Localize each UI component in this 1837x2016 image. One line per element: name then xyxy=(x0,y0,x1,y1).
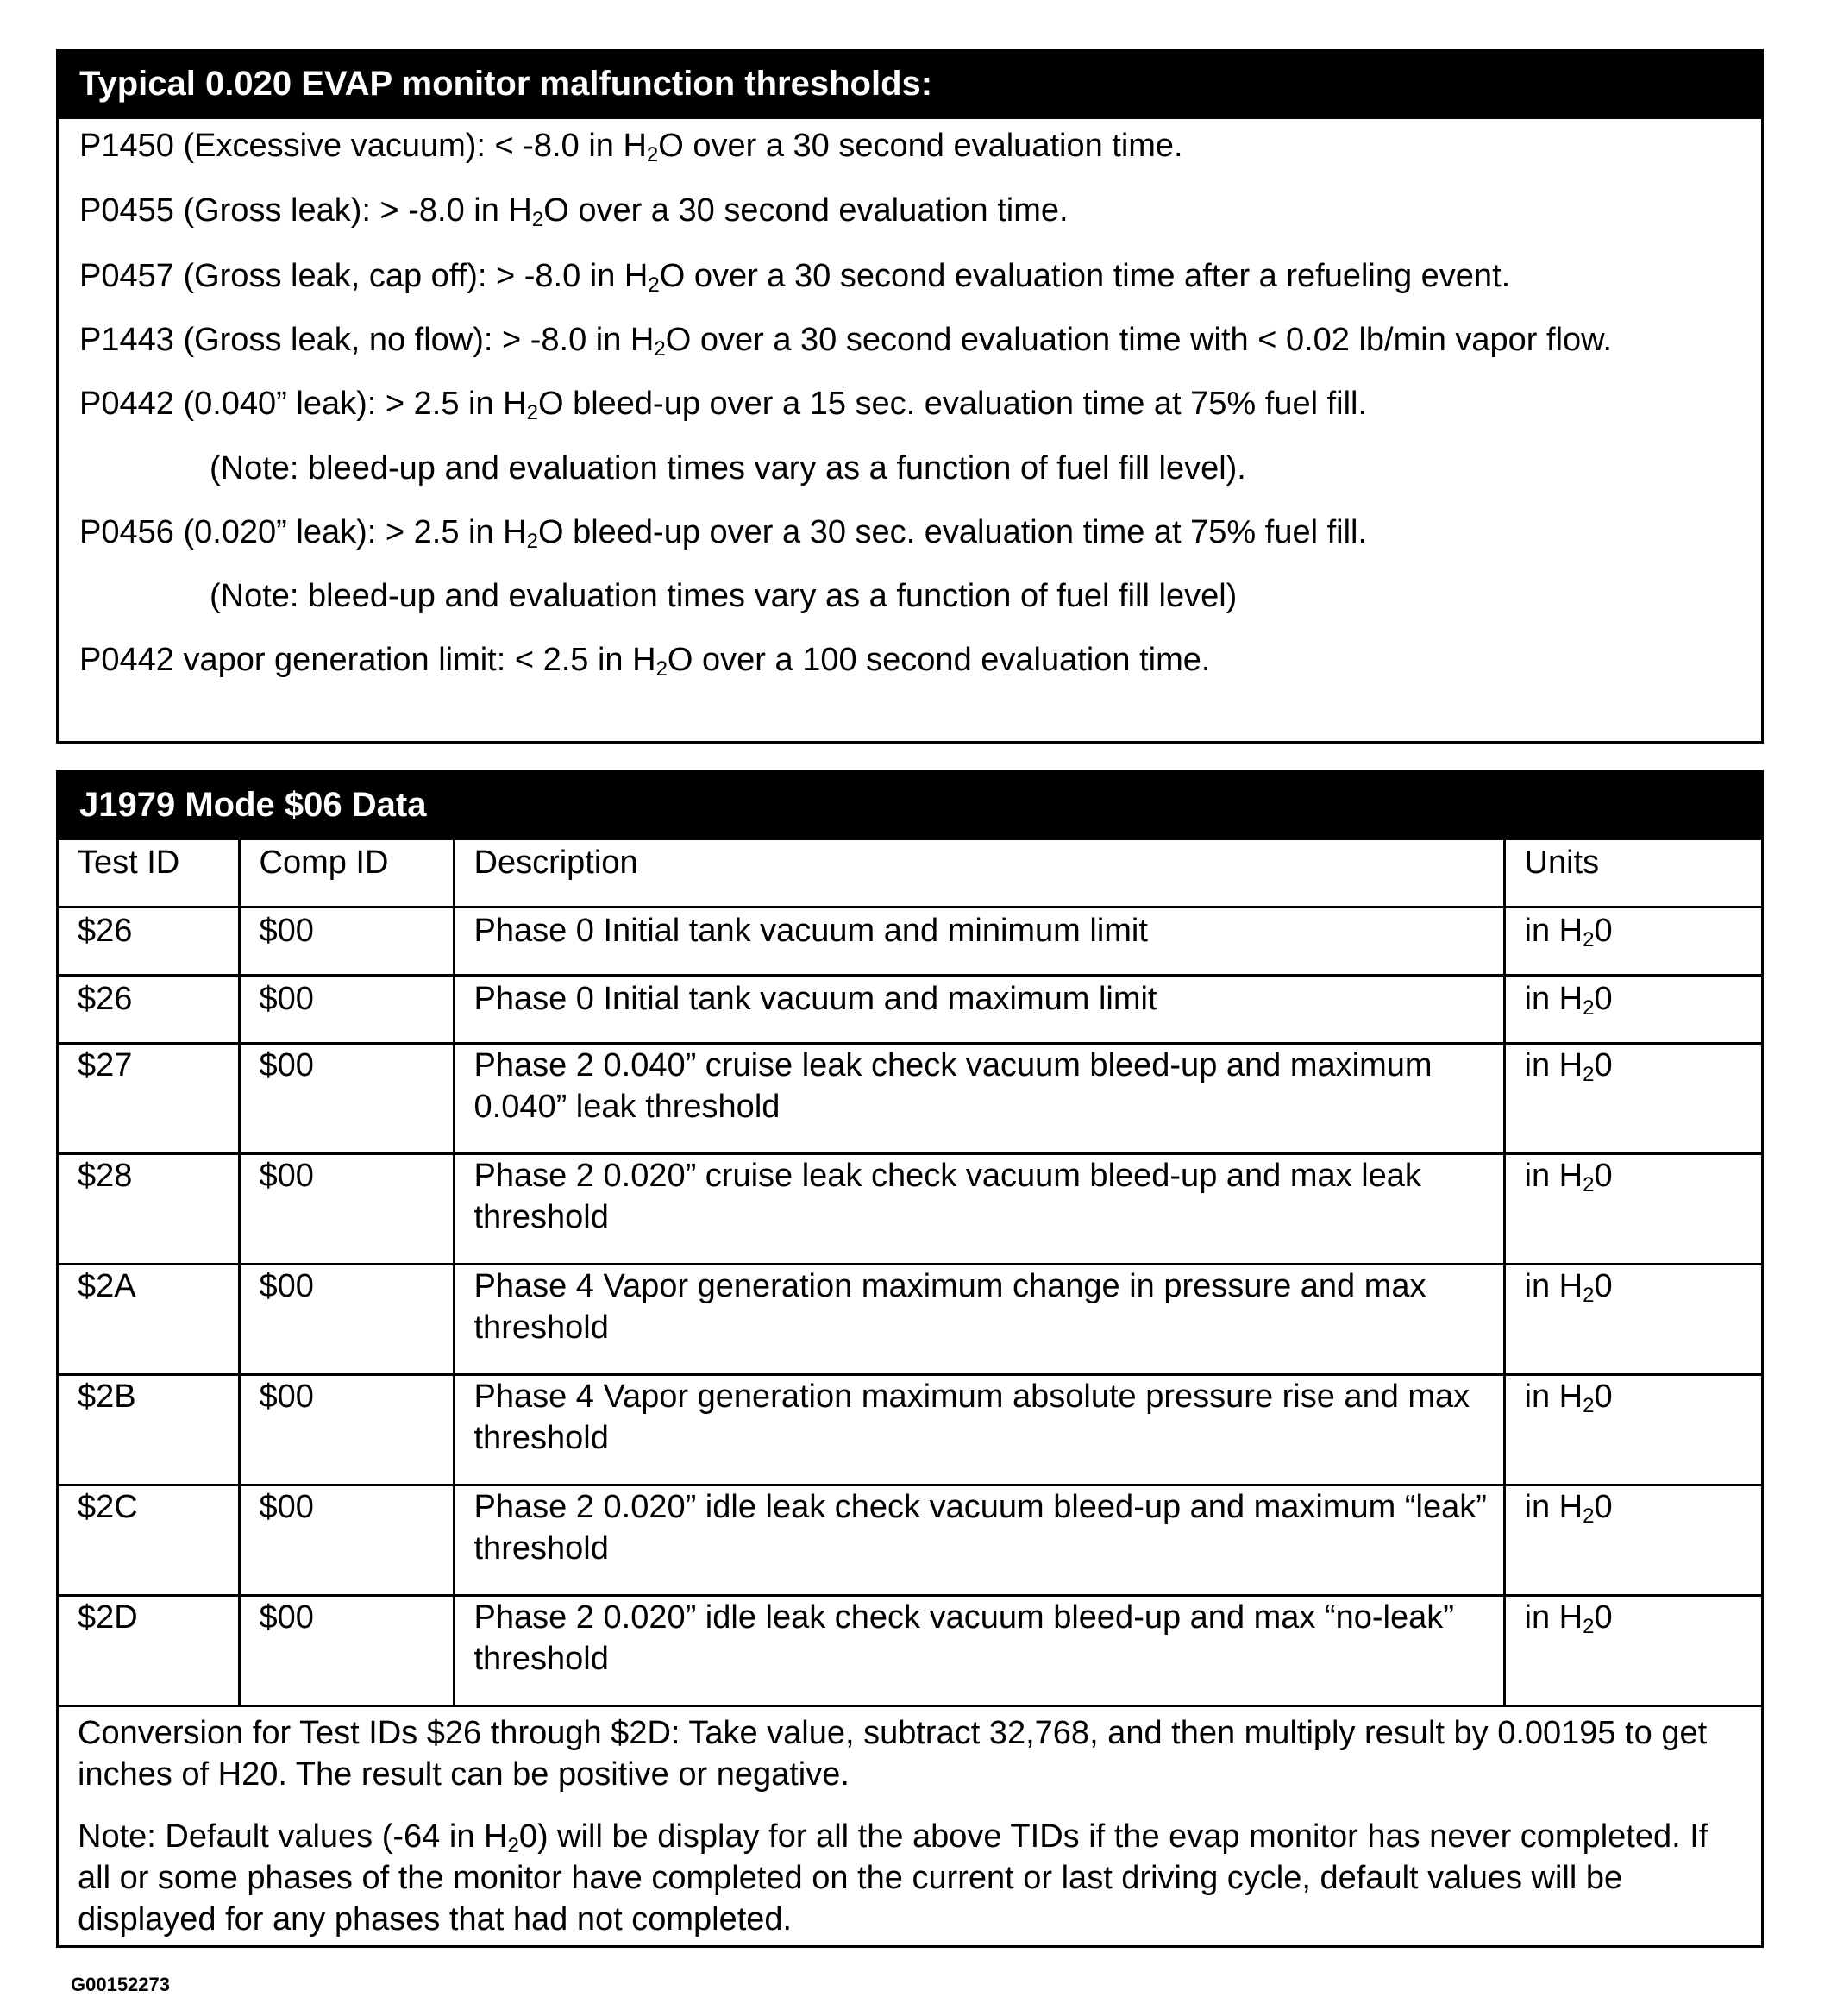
comp-id-cell: $00 xyxy=(239,1485,454,1596)
table-row xyxy=(59,1375,1761,1485)
description-cell: Phase 2 0.040” cruise leak check vacuum bleed-up and maximum 0.040” leak threshold xyxy=(454,1044,1504,1154)
threshold-line: P0442 vapor generation limit: < 2.5 in $H_2O$ over a 100 second evaluation time. xyxy=(79,642,1211,681)
threshold-line: P0442 (0.040” leak): > 2.5 in $H_2O$ bleed-up over a 15 sec. evaluation time at 75% fuel fill. xyxy=(79,386,1368,424)
table-row xyxy=(59,1154,1761,1265)
table-row xyxy=(59,976,1761,1044)
units-cell: in $H_20$ xyxy=(1504,1265,1761,1375)
description-cell: Phase 0 Initial tank vacuum and minimum limit xyxy=(454,908,1504,976)
test-id-cell: $27 xyxy=(59,1044,239,1154)
comp-id-cell: $00 xyxy=(239,1375,454,1485)
default-values-note: Note: Default values (-64 in $H_20$) will be display for all the above TIDs if the evap monitor has never completed. If all or some phases of the monitor have completed on the current or last driving cycle, default values will be displayed for any phases that had not completed. xyxy=(78,1818,1708,1937)
table-footer-row xyxy=(59,1706,1761,1962)
test-id-cell: $26 xyxy=(59,908,239,976)
table-row xyxy=(59,908,1761,976)
footer-notes xyxy=(59,1706,1761,1962)
test-id-cell: $28 xyxy=(59,1154,239,1265)
units-cell: in $H_20$ xyxy=(1504,1044,1761,1154)
header-units: Units xyxy=(1504,840,1761,908)
comp-id-cell: $00 xyxy=(239,976,454,1044)
units-cell: in $H_20$ xyxy=(1504,908,1761,976)
comp-id-cell: $00 xyxy=(239,1265,454,1375)
test-id-cell: $2C xyxy=(59,1485,239,1596)
threshold-line: P1443 (Gross leak, no flow): > -8.0 in $H_2O$ over a 30 second evaluation time with < 0.02 lb/min vapor flow. xyxy=(79,322,1613,361)
thresholds-title: Typical 0.020 EVAP monitor malfunction thresholds: xyxy=(59,52,1761,119)
threshold-note: (Note: bleed-up and evaluation times vary as a function of fuel fill level) xyxy=(210,578,1238,614)
test-id-cell: $2D xyxy=(59,1596,239,1706)
description-cell: Phase 2 0.020” idle leak check vacuum bleed-up and maximum “leak” threshold xyxy=(454,1485,1504,1596)
test-id-cell: $2A xyxy=(59,1265,239,1375)
comp-id-cell: $00 xyxy=(239,1596,454,1706)
header-test-id: Test ID xyxy=(59,840,239,908)
comp-id-cell: $00 xyxy=(239,1044,454,1154)
table-row xyxy=(59,1044,1761,1154)
description-cell: Phase 2 0.020” cruise leak check vacuum bleed-up and max leak threshold xyxy=(454,1154,1504,1265)
threshold-note: (Note: bleed-up and evaluation times vary as a function of fuel fill level). xyxy=(210,450,1246,487)
comp-id-cell: $00 xyxy=(239,908,454,976)
thresholds-box xyxy=(56,49,1764,744)
units-cell: in $H_20$ xyxy=(1504,1375,1761,1485)
table-header-row xyxy=(59,840,1761,908)
table-row xyxy=(59,1485,1761,1596)
units-cell: in $H_20$ xyxy=(1504,976,1761,1044)
header-comp-id: Comp ID xyxy=(239,840,454,908)
document-id: G00152273 xyxy=(71,1974,170,1995)
units-cell: in $H_20$ xyxy=(1504,1154,1761,1265)
table-row xyxy=(59,1596,1761,1706)
header-description: Description xyxy=(454,840,1504,908)
test-id-cell: $2B xyxy=(59,1375,239,1485)
mode06-box xyxy=(56,770,1764,1948)
mode06-title: J1979 Mode $06 Data xyxy=(59,773,1761,840)
description-cell: Phase 0 Initial tank vacuum and maximum limit xyxy=(454,976,1504,1044)
threshold-line: P0456 (0.020” leak): > 2.5 in $H_2O$ bleed-up over a 30 sec. evaluation time at 75% fuel fill. xyxy=(79,514,1368,553)
units-cell: in $H_20$ xyxy=(1504,1596,1761,1706)
conversion-note: Conversion for Test IDs $26 through $2D: Take value, subtract 32,768, and then multiply result by 0.00195 to get inches of H20. The result can be positive or negative. xyxy=(78,1715,1708,1793)
description-cell: Phase 4 Vapor generation maximum absolute pressure rise and max threshold xyxy=(454,1375,1504,1485)
comp-id-cell: $00 xyxy=(239,1154,454,1265)
description-cell: Phase 2 0.020” idle leak check vacuum bleed-up and max “no-leak” threshold xyxy=(454,1596,1504,1706)
description-cell: Phase 4 Vapor generation maximum change in pressure and max threshold xyxy=(454,1265,1504,1375)
threshold-line: P1450 (Excessive vacuum): < -8.0 in $H_2O$ over a 30 second evaluation time. xyxy=(79,128,1183,166)
units-cell: in $H_20$ xyxy=(1504,1485,1761,1596)
threshold-line: P0457 (Gross leak, cap off): > -8.0 in $H_2O$ over a 30 second evaluation time after a refueling event. xyxy=(79,258,1511,297)
mode06-table xyxy=(59,840,1761,1961)
test-id-cell: $26 xyxy=(59,976,239,1044)
table-row xyxy=(59,1265,1761,1375)
threshold-line: P0455 (Gross leak): > -8.0 in $H_2O$ over a 30 second evaluation time. xyxy=(79,192,1069,231)
